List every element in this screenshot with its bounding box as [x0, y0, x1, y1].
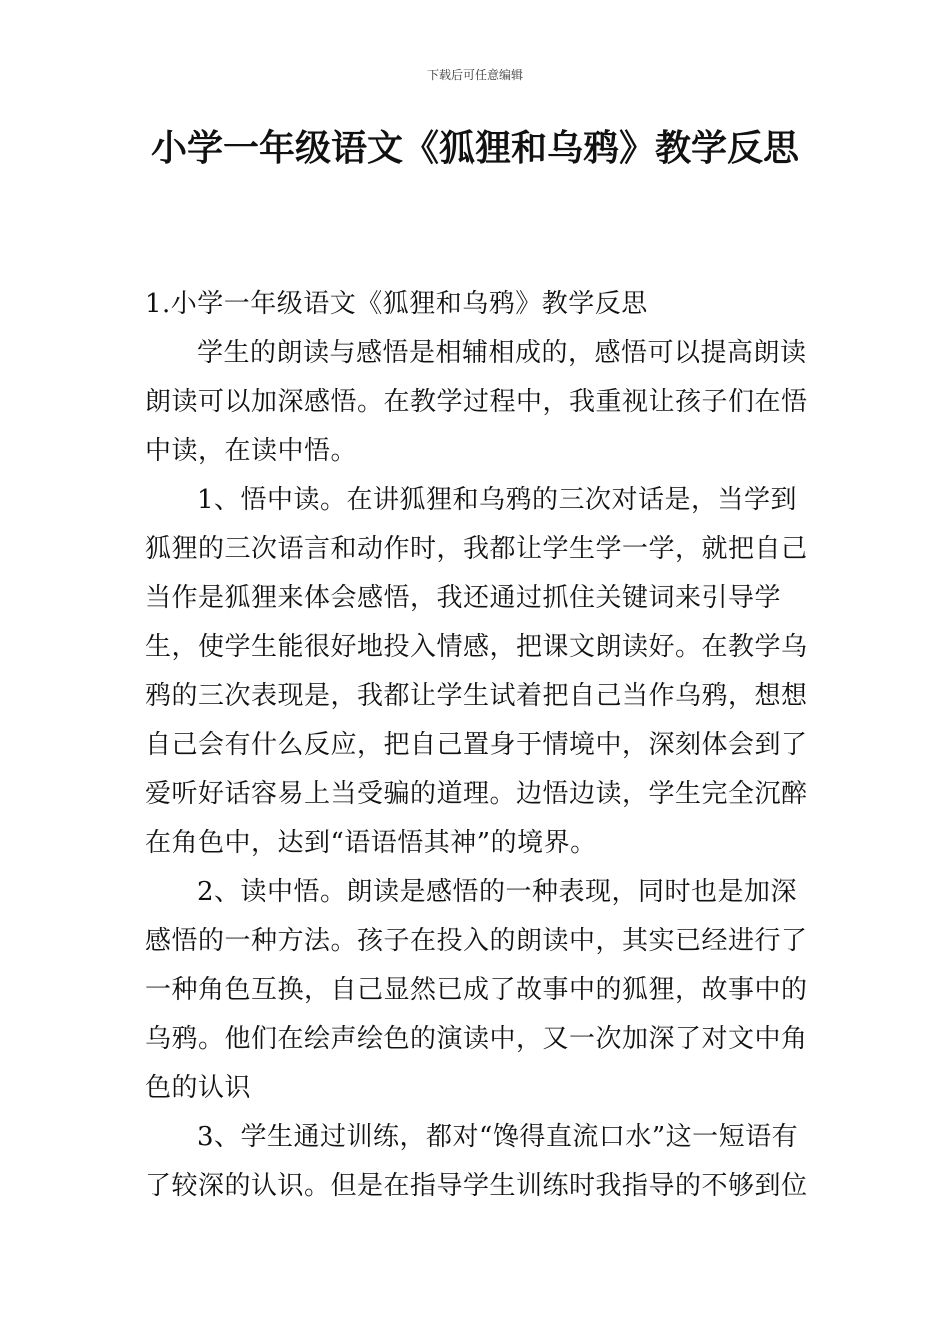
paragraph-intro: 学生的朗读与感悟是相辅相成的，感悟可以提高朗读朗读可以加深感悟。在教学过程中，我重视让孩子们在悟中读，在读中悟。	[145, 338, 808, 466]
header-note: 下载后可任意编辑	[426, 68, 523, 82]
paragraph-2: 2、读中悟。朗读是感悟的一种表现，同时也是加深感悟的一种方法。孩子在投入的朗读中，其实已经进行了一种角色互换，自己显然已成了故事中的狐狸，故事中的乌鸦。他们在绘声绘色的演读中，又一次加深了对文中角色的认识	[145, 877, 808, 1103]
section-heading: 1.小学一年级语文《狐狸和乌鸦》教学反思	[145, 289, 648, 319]
paragraph-3: 3、学生通过训练，都对“馋得直流口水”这一短语有了较深的认识。但是在指导学生训练时我指导的不够到位	[145, 1122, 808, 1201]
paragraph-1: 1、悟中读。在讲狐狸和乌鸦的三次对话是，当学到狐狸的三次语言和动作时，我都让学生学一学，就把自己当作是狐狸来体会感悟，我还通过抓住关键词来引导学生，使学生能很好地投入情感，把课文朗读好。在教学乌鸦的三次表现是，我都让学生试着把自己当作乌鸦，想想自己会有什么反应，把自己置身于情境中，深刻体会到了爱听好话容易上当受骗的道理。边悟边读，学生完全沉醉在角色中，达到“语语悟其神”的境界。	[145, 485, 808, 858]
document-body	[145, 280, 810, 1211]
document-title: 小学一年级语文《狐狸和乌鸦》教学反思	[150, 128, 799, 169]
